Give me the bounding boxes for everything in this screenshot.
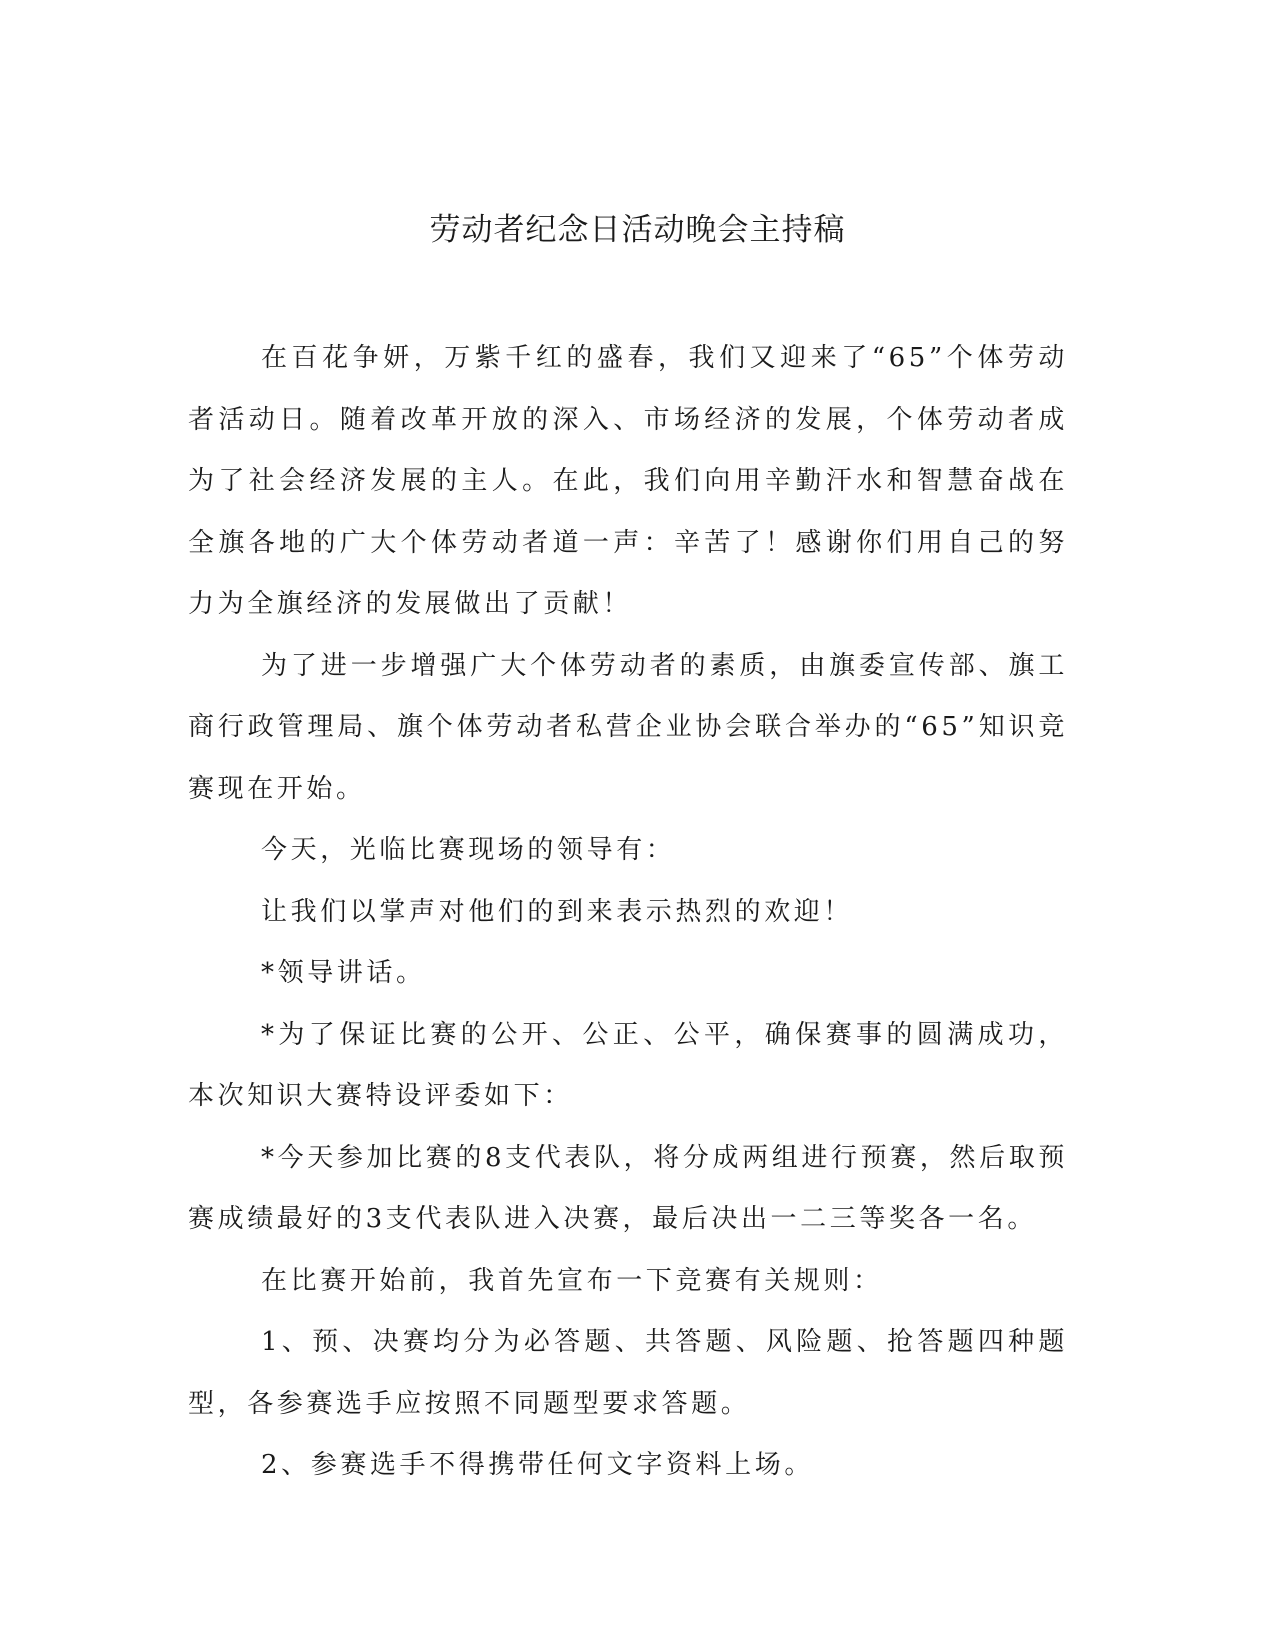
document-title: 劳动者纪念日活动晚会主持稿 <box>429 212 846 248</box>
document-body <box>188 328 1068 1497</box>
paragraph-2: 为了进一步增强广大个体劳动者的素质，由旗委宣传部、旗工商行政管理局、旗个体劳动者私营企业协会联合举办的“65”知识竞赛现在开始。 <box>188 650 1068 804</box>
paragraph-6: *为了保证比赛的公开、公正、公平，确保赛事的圆满成功，本次知识大赛特设评委如下： <box>188 1019 1068 1111</box>
paragraph-5: *领导讲话。 <box>261 958 426 988</box>
paragraph-8: 在比赛开始前，我首先宣布一下竞赛有关规则： <box>261 1265 883 1296</box>
paragraph-4: 让我们以掌声对他们的到来表示热烈的欢迎！ <box>261 896 854 927</box>
paragraph-10: 2、参赛选手不得携带任何文字资料上场。 <box>261 1450 814 1480</box>
paragraph-7: *今天参加比赛的8支代表队，将分成两组进行预赛，然后取预赛成绩最好的3支代表队进入决赛，最后决出一二三等奖各一名。 <box>188 1142 1068 1234</box>
paragraph-1: 在百花争妍，万紫千红的盛春，我们又迎来了“65”个体劳动者活动日。随着改革开放的深入、市场经济的发展，个体劳动者成为了社会经济发展的主人。在此，我们向用辛勤汗水和智慧奋战在全旗各地的广大个体劳动者道一声：辛苦了！感谢你们用自己的努力为全旗经济的发展做出了贡献！ <box>188 343 1068 619</box>
paragraph-3: 今天，光临比赛现场的领导有： <box>261 835 676 865</box>
paragraph-9: 1、预、决赛均分为必答题、共答题、风险题、抢答题四种题型，各参赛选手应按照不同题型要求答题。 <box>188 1327 1068 1419</box>
